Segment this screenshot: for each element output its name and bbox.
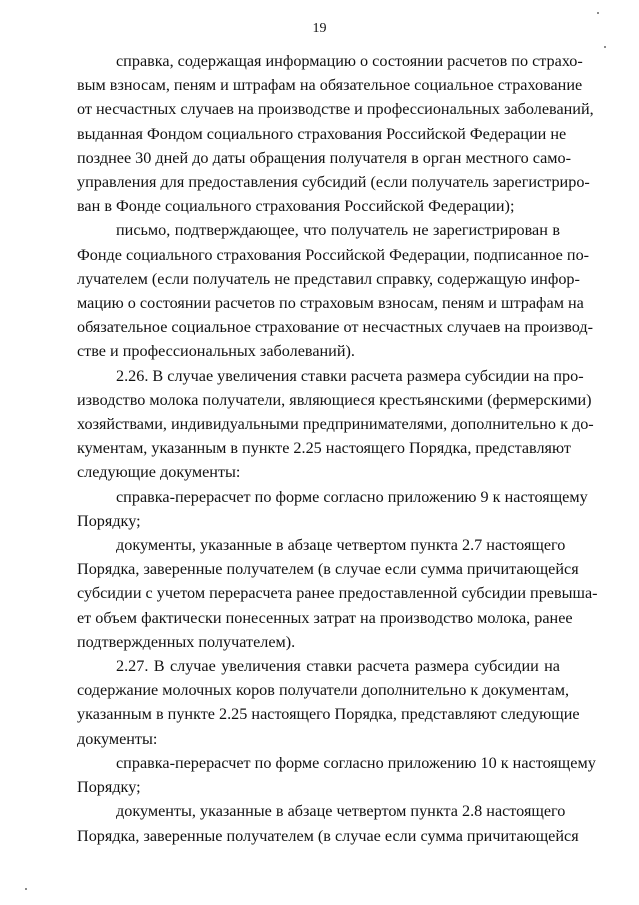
text-line: позднее 30 дней до даты обращения получателя в орган местного само-: [77, 148, 572, 167]
paragraph-7: [77, 751, 596, 799]
text-line: ван в Фонде социального страхования Российской Федерации);: [77, 197, 515, 216]
text-line: Порядку;: [77, 511, 141, 530]
text-line: справка-перерасчет по форме согласно приложению 10 к настоящему: [116, 753, 596, 772]
text-line: субсидии с учетом перерасчета ранее предоставленной субсидии превыша-: [77, 584, 598, 603]
paragraph-2: [77, 218, 594, 363]
text-line: Фонде социального страхования Российской Федерации, подписанное по-: [77, 245, 590, 264]
text-line: стве и профессиональных заболеваний).: [77, 342, 355, 361]
text-line: кументам, указанным в пункте 2.25 настоящего Порядка, представляют: [77, 439, 571, 458]
text-line: лучателем (если получатель не представил справку, содержащую инфор-: [77, 269, 580, 288]
text-line: следующие документы:: [77, 463, 241, 482]
text-line: ет объем фактически понесенных затрат на производство молока, ранее: [77, 608, 573, 627]
paragraph-8: [77, 799, 579, 847]
text-line: указанным в пункте 2.25 настоящего Порядка, представляют следующие: [77, 705, 580, 724]
scan-speck: [25, 888, 27, 890]
scan-speck: [597, 12, 599, 14]
text-line: справка, содержащая информацию о состоянии расчетов по страхо-: [116, 52, 583, 70]
text-line: Порядка, заверенные получателем (в случае если сумма причитающейся: [77, 826, 579, 845]
text-line: обязательное социальное страхование от несчастных случаев на производ-: [77, 318, 594, 337]
text-line: справка-перерасчет по форме согласно приложению 9 к настоящему: [116, 487, 588, 506]
paragraph-5: [77, 533, 598, 654]
text-line: 2.27. В случае увеличения ставки расчета размера субсидии на: [116, 657, 560, 676]
paragraph-4: [77, 485, 588, 533]
text-line: письмо, подтверждающее, что получатель не зарегистрирован в: [116, 221, 560, 240]
text-line: 2.26. В случае увеличения ставки расчета размера субсидии на про-: [116, 366, 584, 385]
text-line: выданная Фондом социального страхования Российской Федерации не: [77, 124, 567, 143]
text-line: от несчастных случаев на производстве и профессиональных заболеваний,: [77, 100, 594, 119]
text-line: Порядку;: [77, 778, 141, 797]
text-line: документы:: [77, 729, 158, 748]
text-line: хозяйствами, индивидуальными предпринимателями, дополнительно к до-: [77, 415, 594, 434]
page-number: 19: [312, 21, 327, 36]
paragraph-6: [77, 654, 580, 751]
paragraph-1: [77, 49, 594, 218]
scan-speck: [604, 46, 606, 48]
text-line: документы, указанные в абзаце четвертом пункта 2.7 настоящего: [116, 536, 566, 555]
body-text: [77, 49, 598, 848]
paragraph-3: [77, 364, 594, 485]
text-line: вым взносам, пеням и штрафам на обязательное социальное страхование: [77, 76, 583, 95]
text-line: мацию о состоянии расчетов по страховым взносам, пеням и штрафам на: [77, 294, 584, 313]
text-line: изводство молока получатели, являющиеся крестьянскими (фермерскими): [77, 390, 592, 409]
text-line: управления для предоставления субсидий (если получатель зарегистриро-: [77, 173, 590, 192]
text-line: Порядка, заверенные получателем (в случае если сумма причитающейся: [77, 560, 579, 579]
text-line: подтвержденных получателем).: [77, 632, 296, 651]
text-line: документы, указанные в абзаце четвертом пункта 2.8 настоящего: [116, 802, 566, 821]
text-line: содержание молочных коров получатели дополнительно к документам,: [77, 681, 570, 700]
